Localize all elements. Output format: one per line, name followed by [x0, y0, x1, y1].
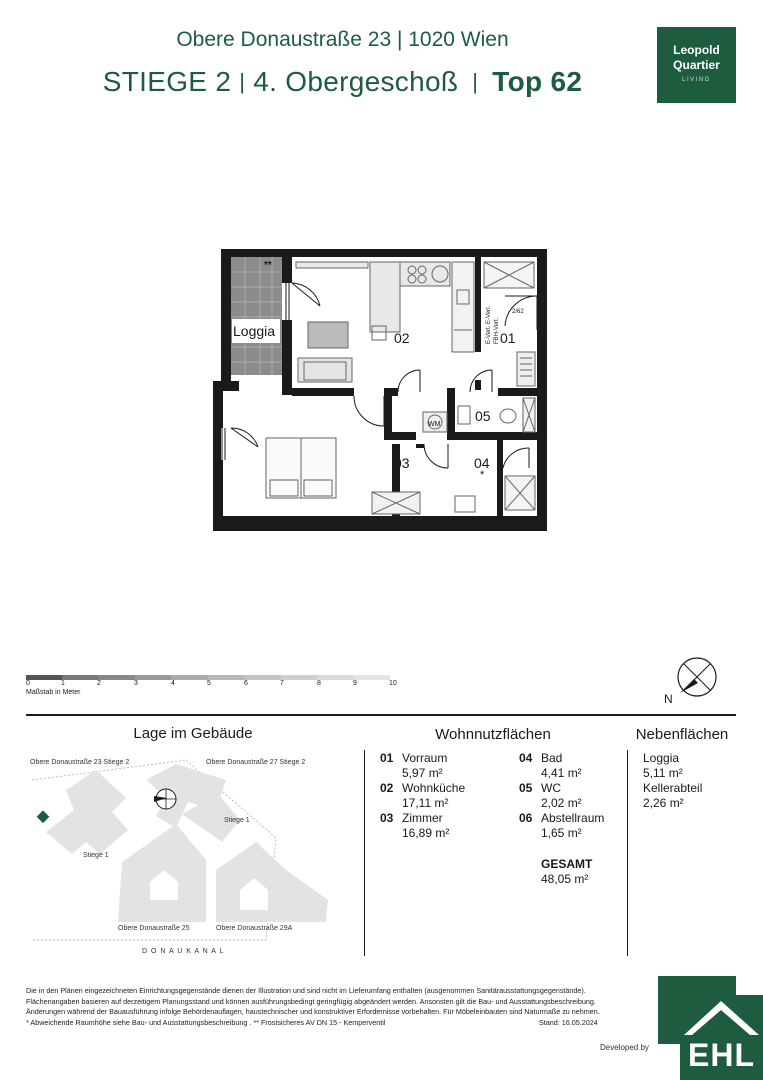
room-03-label: 03 [394, 455, 410, 471]
floor-label: 4. Obergeschoß [253, 66, 459, 97]
scale-label: Maßstab in Meter [26, 689, 81, 696]
lage-heading: Lage im Gebäude [133, 725, 253, 742]
divider [26, 714, 736, 716]
room-05-label: 05 [475, 408, 491, 424]
room-entry: 04 Bad 4,41 m² 05 WC 2,02 m² 06 Abstellraum 1,65 m² [519, 751, 605, 840]
frost-valve-mark: ** [264, 260, 272, 271]
north-arrow-icon [672, 657, 722, 697]
scale-tick: 6 [244, 680, 248, 687]
separator: | [472, 69, 479, 94]
site-label-od23: Obere Donaustraße 23 Stiege 2 [30, 759, 130, 766]
north-label: N [664, 692, 673, 706]
divider [364, 750, 365, 956]
address: Obere Donaustraße 23 | 1020 Wien [176, 28, 509, 51]
stiege-label: STIEGE 2 [102, 66, 232, 97]
scale-tick: 5 [207, 680, 211, 687]
scale-tick: 3 [134, 680, 138, 687]
scale-tick: 7 [280, 680, 284, 687]
site-label-od29: Obere Donaustraße 29A [216, 925, 293, 932]
site-label-stiege1-left: Stiege 1 [83, 852, 109, 859]
neben-list: Loggia 5,11 m² Kellerabteil 2,26 m² [643, 751, 703, 810]
wohn-heading: Wohnnutzflächen [435, 726, 551, 743]
neben-heading: Nebenflächen [635, 726, 729, 743]
scale-tick: 1 [61, 680, 65, 687]
total-label: GESAMT [541, 857, 593, 871]
logo-line1: Leopold [673, 43, 720, 57]
separator: | [239, 69, 246, 94]
scale-tick: 9 [353, 680, 357, 687]
room-02-label: 02 [394, 330, 410, 346]
vert-label: E-Vert. E-Vert. [486, 305, 492, 344]
loggia-area [230, 257, 282, 375]
site-plan [26, 750, 360, 960]
scale-tick: 0 [26, 680, 30, 687]
logo-line2: Quartier [673, 58, 720, 72]
logo-line3: LIVING [682, 77, 711, 83]
door-number: 2/62 [512, 309, 524, 315]
scale-tick: 4 [171, 680, 175, 687]
room-entry: 01 Vorraum 5,97 m² 02 Wohnküche 17,11 m² 03 Zimmer 16,89 m² [380, 751, 466, 840]
scale-tick: 10 [389, 680, 397, 687]
total-value: 48,05 m² [541, 872, 589, 886]
height-note-mark: * [480, 469, 485, 481]
room-04-label: 04 [474, 455, 490, 471]
developed-by: Developed by [600, 1043, 649, 1052]
site-label-stiege1-right: Stiege 1 [224, 817, 250, 824]
site-label-kanal: D O N A U K A N A L [142, 948, 225, 955]
divider [627, 750, 628, 956]
site-label-od25: Obere Donaustraße 25 [118, 925, 190, 932]
unit-label: Top 62 [492, 66, 583, 97]
ehl-text: EHL [688, 1037, 755, 1073]
loggia-label: Loggia [233, 323, 276, 339]
scale-tick-labels [26, 680, 406, 690]
fbh-label: FBH-Vert. [494, 317, 500, 344]
scale-tick: 8 [317, 680, 321, 687]
ehl-logo [680, 995, 763, 1080]
disclaimer: Die in den Plänen eingezeichneten Einrichtungsgegenstände dienen der Illustration und sind nicht im Lieferumfang enthalten (ausgenommen Sanitärausstattungsgegenstände). Flächenangaben basieren auf derzeitigem Planungsstand und können ausführungsbedingt geringfügig abgeändert werden. Ansonsten gilt die Bau- und Ausstattungsbeschreibung. Änderungen während der Bauausführung infolge Behördenauflagen, haustechnischer und konstruktiver Erfordernisse vorbehalten. Für Möbeleinbauten sind Naturmaße zu nehmen. * Abweichende Raumhöhe siehe Bau- und Ausstattungsbeschreibung . ** Frostsicheres AV DN 15 - Kemperventil Stand: 16.05.2024 [26, 986, 600, 1027]
room-01-label: 01 [500, 330, 516, 346]
site-label-od27: Obere Donaustraße 27 Stiege 2 [206, 759, 306, 766]
wm-label: WM [428, 421, 441, 428]
scale-tick: 2 [97, 680, 101, 687]
